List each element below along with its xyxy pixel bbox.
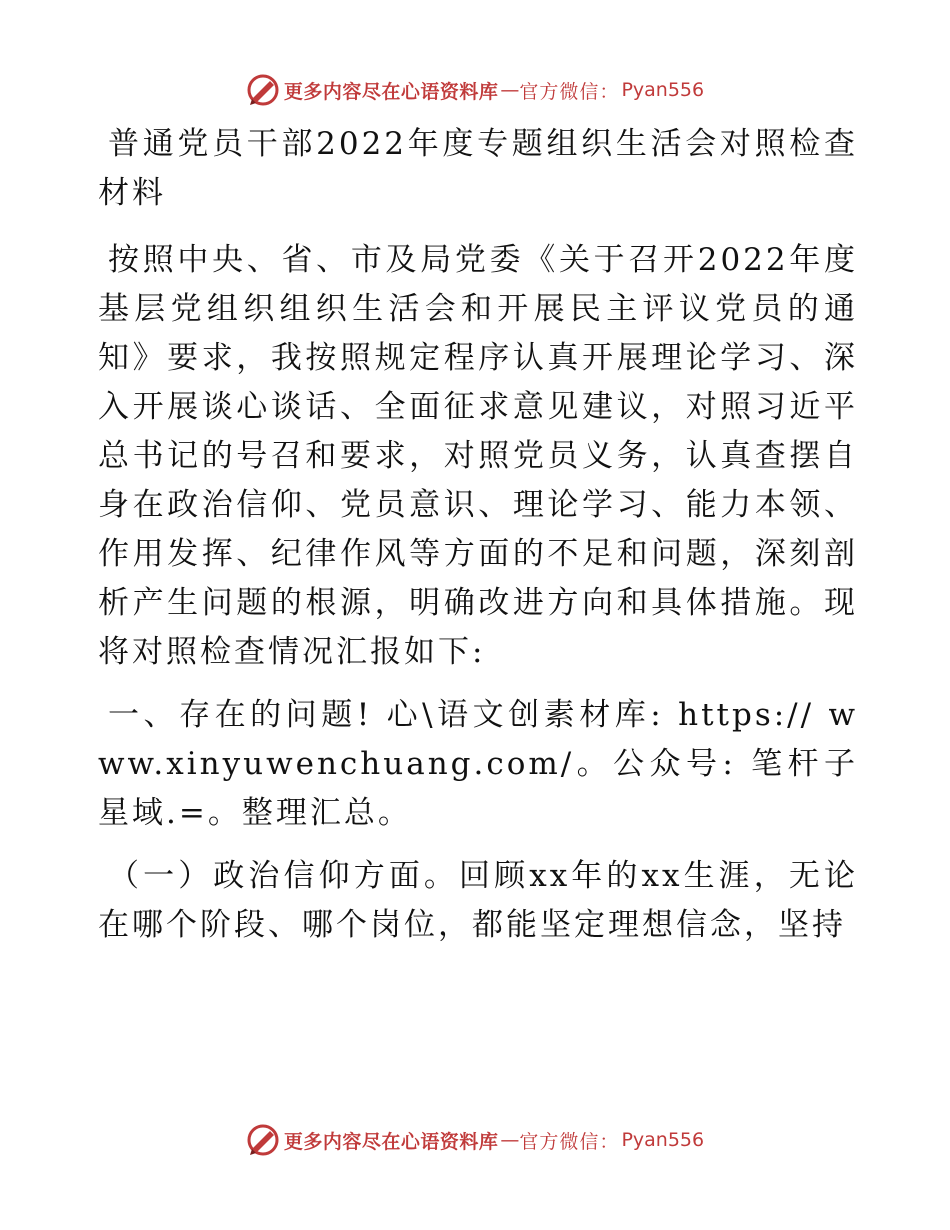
pen-logo-icon xyxy=(246,1123,280,1157)
header-banner xyxy=(0,70,950,110)
banner-site-text: 更多内容尽在心语资料库 xyxy=(283,80,499,103)
banner-dash: — xyxy=(500,1129,518,1151)
footer-banner xyxy=(0,1120,950,1160)
document-body xyxy=(98,120,858,950)
banner-wechat-id: Pyan556 xyxy=(621,1129,705,1151)
document-title: 普通党员干部2022年度专题组织生活会对照检查材料 xyxy=(98,126,858,211)
banner-site-text: 更多内容尽在心语资料库 xyxy=(283,1130,499,1153)
banner-wechat-label: 官方微信： xyxy=(519,1130,620,1153)
section-heading-problems: 一、存在的问题! 心\语文创素材库: https:// www.xinyuwenchuang.com/。公众号: 笔杆子星域.=。整理汇总。 xyxy=(98,697,858,831)
banner-dash: — xyxy=(500,79,518,101)
pen-logo-icon xyxy=(246,73,280,107)
banner-wechat-label: 官方微信： xyxy=(519,80,620,103)
banner-wechat-id: Pyan556 xyxy=(621,79,705,101)
intro-paragraph: 按照中央、省、市及局党委《关于召开2022年度基层党组织组织生活会和开展民主评议党员的通知》要求，我按照规定程序认真开展理论学习、深入开展谈心谈话、全面征求意见建议，对照习近平总书记的号召和要求，对照党员义务，认真查摆自身在政治信仰、党员意识、理论学习、能力本领、作用发挥、纪律作风等方面的不足和问题，深刻剖析产生问题的根源，明确改进方向和具体措施。现将对照检查情况汇报如下: xyxy=(98,242,858,670)
political-belief-paragraph: （一）政治信仰方面。回顾xx年的xx生涯，无论在哪个阶段、哪个岗位，都能坚定理想信念，坚持 xyxy=(98,858,858,943)
